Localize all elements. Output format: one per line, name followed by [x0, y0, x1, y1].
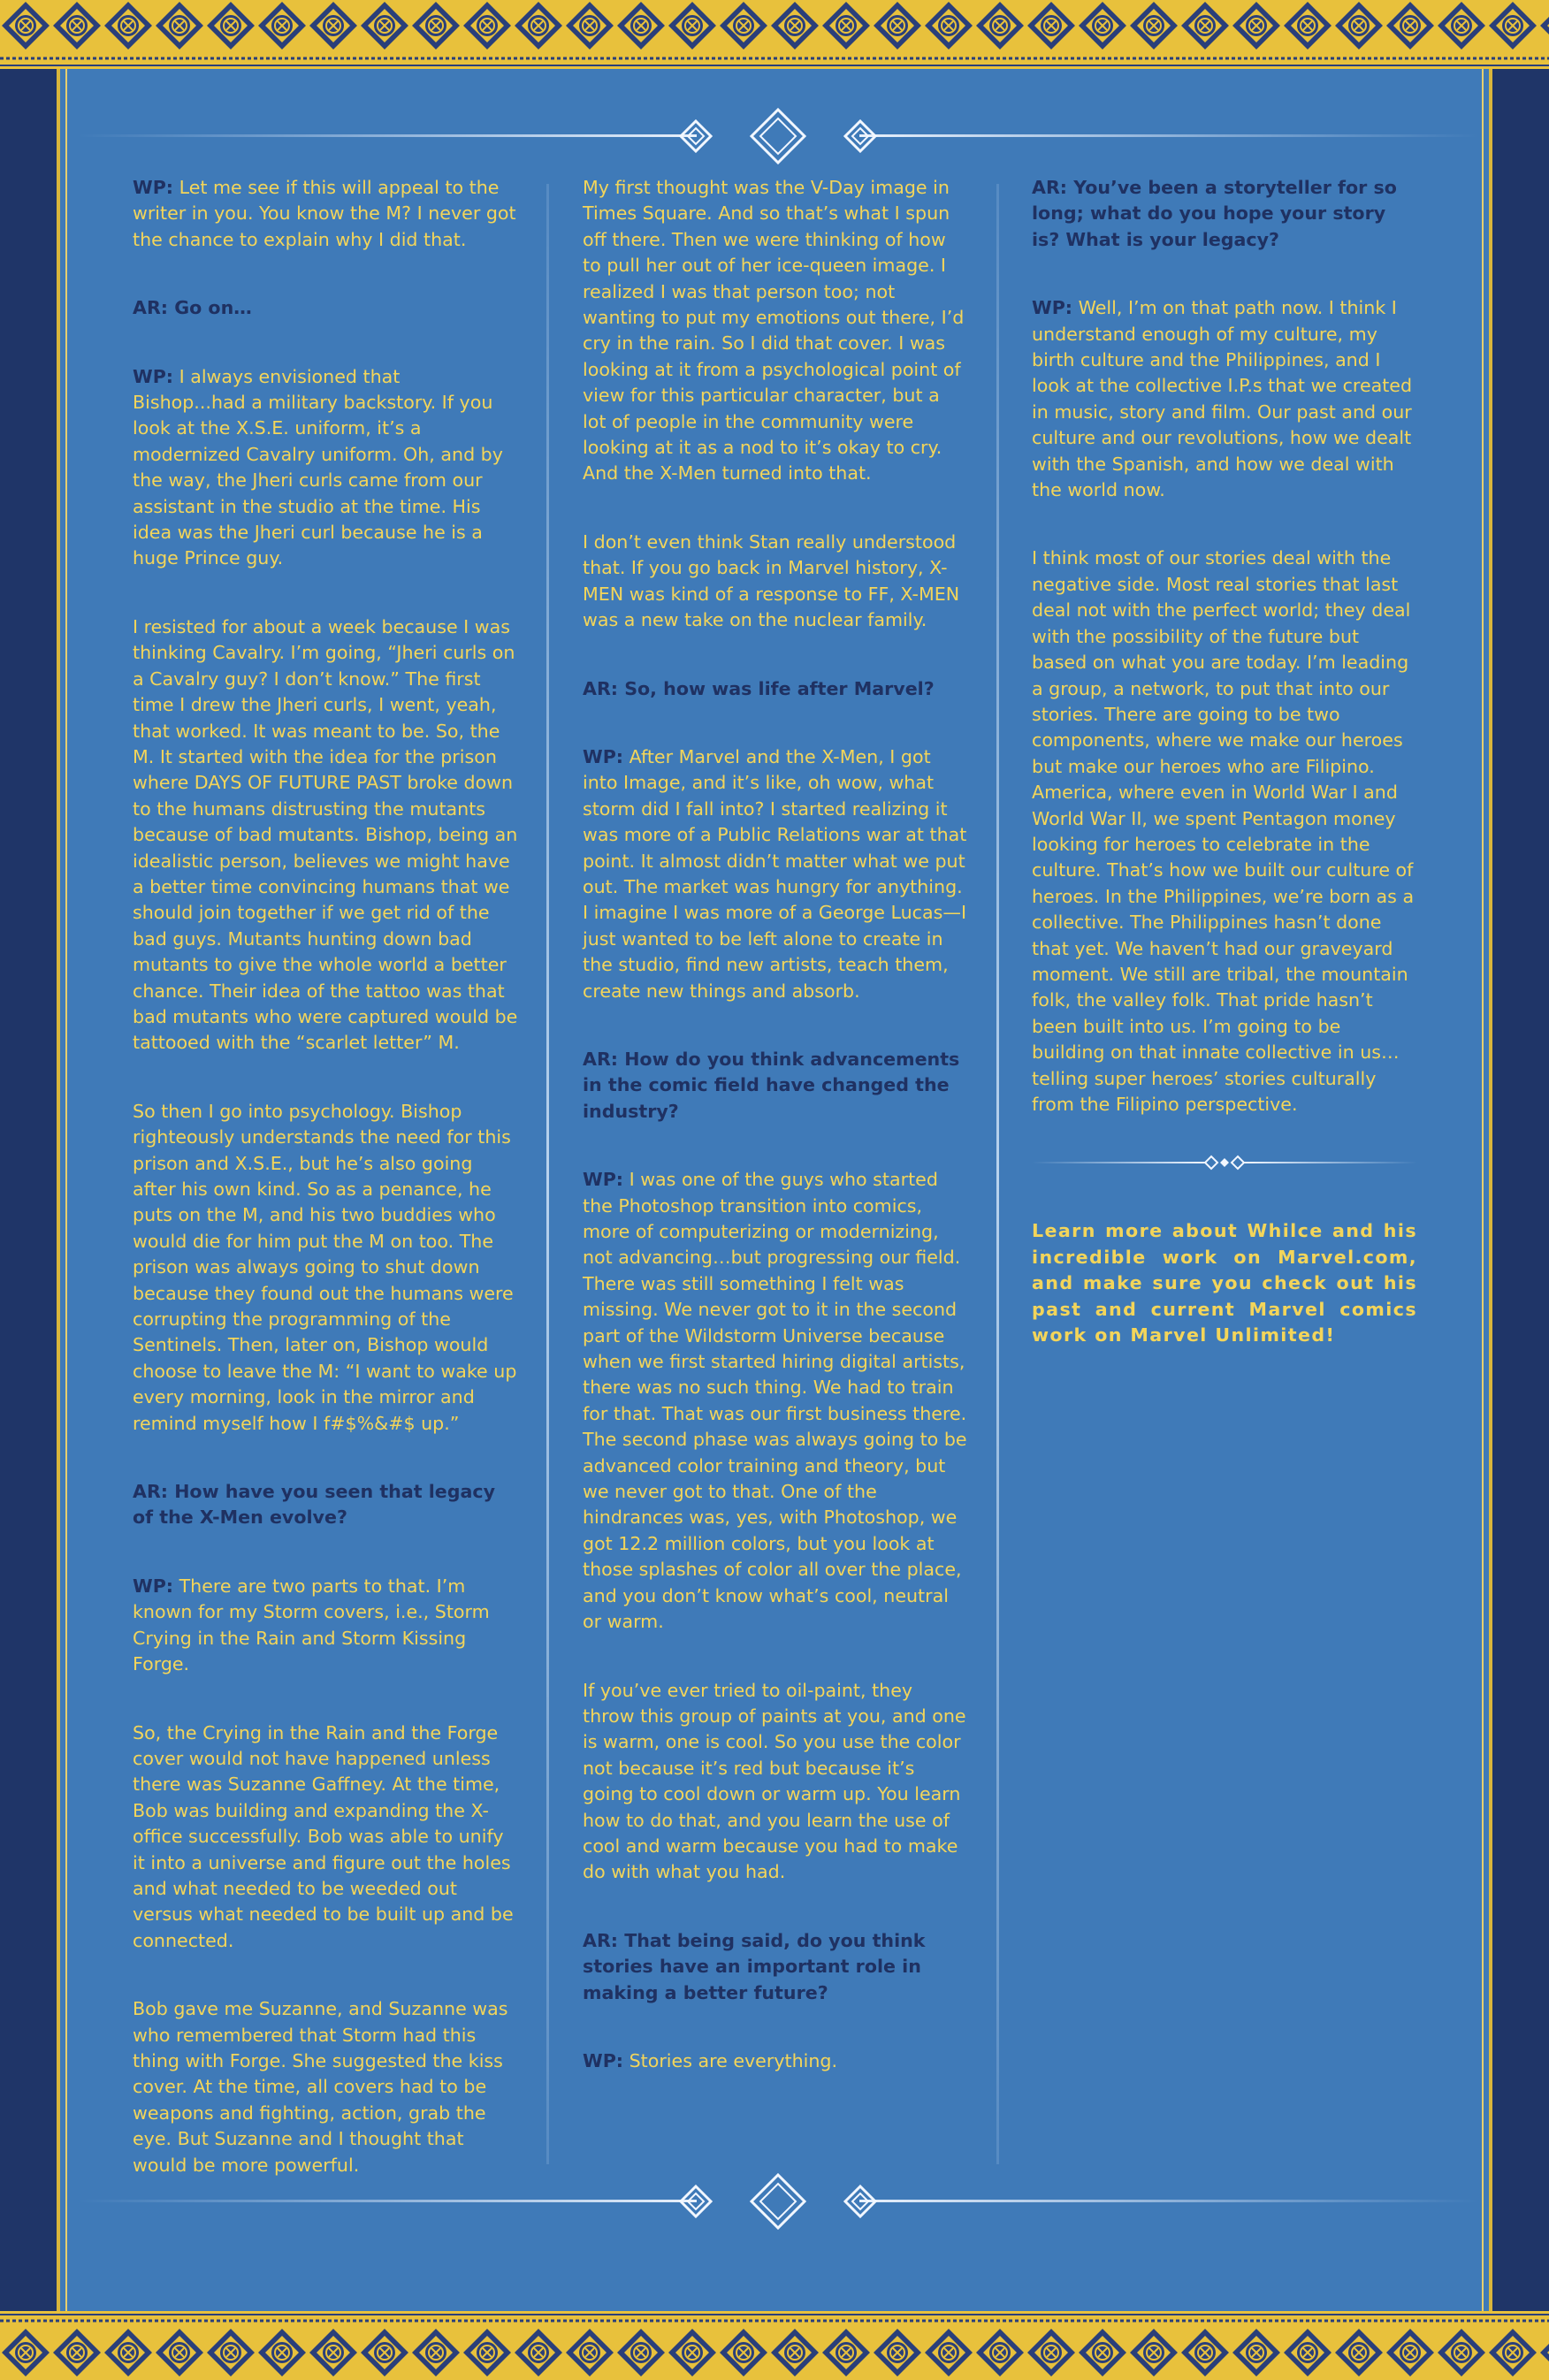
speaker-label: WP: [1032, 297, 1073, 319]
column-3 [1032, 175, 1417, 1348]
interview-answer [1032, 295, 1417, 503]
body-paragraph: I think most of our stories deal with the negative side. Most real stories that last deal not with the perfect world; they deal with the possibility of the future but based on what you are today. I’m leading a group, a network, to put that into our stories. There are going to be two components, where we make our heroes but make our heroes who are Filipino. America, where even in World War I and World War II, we spent Pentagon money looking for heroes to celebrate in the culture. That’s how we built our culture of heroes. In the Philippines, we’re born as a collective. The Philippines hasn’t done that yet. We haven’t had our graveyard moment. We still are tribal, the mountain folk, the valley folk. That pride hasn’t been built into us. I’m going to be building on that innate collective in us…telling super heroes’ stories culturally from the Filipino perspective. [1032, 547, 1415, 1115]
right-navy-border [1492, 69, 1549, 2311]
interview-question: AR: Go on… [133, 297, 252, 319]
speaker-label: WP: [583, 1169, 624, 1191]
bottom-border-pattern [0, 2311, 1549, 2380]
answer-text: After Marvel and the X-Men, I got into Image, and it’s like, oh wow, what storm did I fall into? I started realizing it was more of a Public Relations war at that point. It almost didn’t matter what we put out. The market was hungry for anything. I imagine I was more of a George Lucas—I just wanted to be left alone to create in the studio, find new artists, teach them, create new things and absorb. [583, 745, 967, 1002]
interview-answer [133, 1574, 518, 1678]
interview-answer [583, 744, 968, 1004]
answer-text: There are two parts to that. I’m known for my Storm covers, i.e., Storm Crying in the Rain and Storm Kissing Forge. [133, 1575, 490, 1675]
interview-answer [133, 364, 518, 572]
column-divider [546, 184, 549, 2164]
interview-answer [583, 2048, 968, 2074]
speaker-label: WP: [133, 365, 174, 387]
left-navy-border [0, 69, 57, 2311]
diamond-divider-icon [1032, 1149, 1417, 1176]
speaker-label: WP: [133, 1575, 174, 1597]
diamond-tile-icon [0, 2311, 1549, 2380]
body-paragraph: If you’ve ever tried to oil-paint, they throw this group of paints at you, and one is warm, one is cool. So you use the color not because it’s red but because it’s going to cool down or warm up. You learn how to do that, and you learn the use of cool and warm because you had to make do with what you had. [583, 1679, 966, 1883]
body-paragraph: So then I go into psychology. Bishop righteously understands the need for this prison and X.S.E., but he’s also going after his own kind. So as a penance, he puts on the M, and his two buddies who would die for him put the M on too. The prison was always going to shut down because they found out the humans were corrupting the programming of the Sentinels. Then, later on, Bishop would choose to leave the M: “I want to wake up every morning, look in the mirror and remind myself how I f#$%&#$ up.” [133, 1100, 517, 1434]
column-1 [133, 175, 518, 2221]
interview-question: AR: How have you seen that legacy of the X-Men evolve? [133, 1481, 496, 1529]
interview-question: AR: So, how was life after Marvel? [583, 677, 935, 699]
interview-question: AR: How do you think advancements in the comic field have changed the industry? [583, 1048, 960, 1122]
interview-question: AR: That being said, do you think stories have an important role in making a better future? [583, 1929, 926, 2003]
interview-question: AR: You’ve been a storyteller for so long; what do you hope your story is? What is your legacy? [1032, 177, 1397, 250]
answer-text: I always envisioned that Bishop...had a military backstory. If you look at the X.S.E. uniform, it’s a modernized Cavalry uniform. Oh, and by the way, the Jheri curls came from our assistant in the studio at the time. His idea was the Jheri curl because he is a huge Prince guy. [133, 365, 503, 569]
triple-diamond-ornament [60, 2171, 1496, 2233]
body-paragraph: I don’t even think Stan really understood that. If you go back in Marvel history, X-MEN was kind of a response to FF, X-MEN was a new take on the nuclear family. [583, 530, 960, 631]
speaker-label: WP: [583, 2049, 624, 2071]
interview-answer [133, 175, 518, 253]
body-paragraph: I resisted for about a week because I was thinking Cavalry. I’m going, “Jheri curls on a Cavalry guy? I don’t know.” The first time I drew the Jheri curls, I went, yeah, that worked. It was meant to be. So, the M. It started with the idea for the prison where DAYS OF FUTURE PAST broke down to the humans distrusting the mutants because of bad mutants. Bishop, being an idealistic person, believes we might have a better time convincing humans that we should join together if we get rid of the bad guys. Mutants hunting down bad mutants to give the whole world a better chance. Their idea of the tattoo was that bad mutants who were captured would be tattooed with the “scarlet letter” M. [133, 615, 518, 1054]
answer-text: I was one of the guys who started the Photoshop transition into comics, more of computerizing or modernizing, not advancing…but progressing our field. There was still something I felt was missing. We never got to it in the second part of the Wildstorm Universe because when we first started hiring digital artists, there was no such thing. We had to train for that. That was our first business there. The second phase was always going to be advanced color training and theory, but we never got to that. One of the hindrances was, yes, with Photoshop, we got 12.2 million colors, but you look at those splashes of color all over the place, and you don’t know what’s cool, neutral or warm. [583, 1169, 967, 1633]
promo-text: Learn more about Whilce and his incredible work on Marvel.com, and make sure you check out his past and current Marvel comics work on Marvel Unlimited! [1032, 1220, 1417, 1346]
top-border-pattern [0, 0, 1549, 69]
speaker-label: WP: [133, 177, 174, 198]
interview-answer [583, 1167, 968, 1635]
article-panel [57, 69, 1492, 2311]
diamond-tile-icon [0, 0, 1549, 69]
column-divider [996, 184, 999, 2164]
body-paragraph: So, the Crying in the Rain and the Forge cover would not have happened unless there was Suzanne Gaffney. At the time, Bob was building and expanding the X-office successfully. Bob was able to unify it into a universe and figure out the holes and what needed to be weeded out versus what needed to be built up and be connected. [133, 1721, 514, 1951]
speaker-label: WP: [583, 745, 624, 767]
answer-text: Stories are everything. [623, 2049, 838, 2071]
body-paragraph: My first thought was the V-Day image in Times Square. And so that’s what I spun off there. Then we were thinking of how to pull her out of her ice-queen image. I realized I was that person too; not wanting to put my emotions out there, I’d cry in the rain. So I did that cover. I was looking at it from a psychological point of view for this particular character, but a lot of people in the community were looking at it as a nod to it’s okay to cry. And the X-Men turned into that. [583, 177, 965, 484]
answer-text: Well, I’m on that path now. I think I understand enough of my culture, my birth culture and the Philippines, and I look at the collective I.P.s that we created in music, story and film. Our past and our culture and our revolutions, how we dealt with the Spanish, and how we deal with the world now. [1032, 297, 1413, 501]
answer-text: Let me see if this will appeal to the writer in you. You know the M? I never got the chance to explain why I did that. [133, 177, 516, 250]
column-2 [583, 175, 968, 2117]
body-paragraph: Bob gave me Suzanne, and Suzanne was who remembered that Storm had this thing with Forge. She suggested the kiss cover. At the time, all covers had to be weapons and fighting, action, grab the eye. But Suzanne and I thought that would be more powerful. [133, 1998, 508, 2176]
triple-diamond-ornament [60, 106, 1496, 168]
